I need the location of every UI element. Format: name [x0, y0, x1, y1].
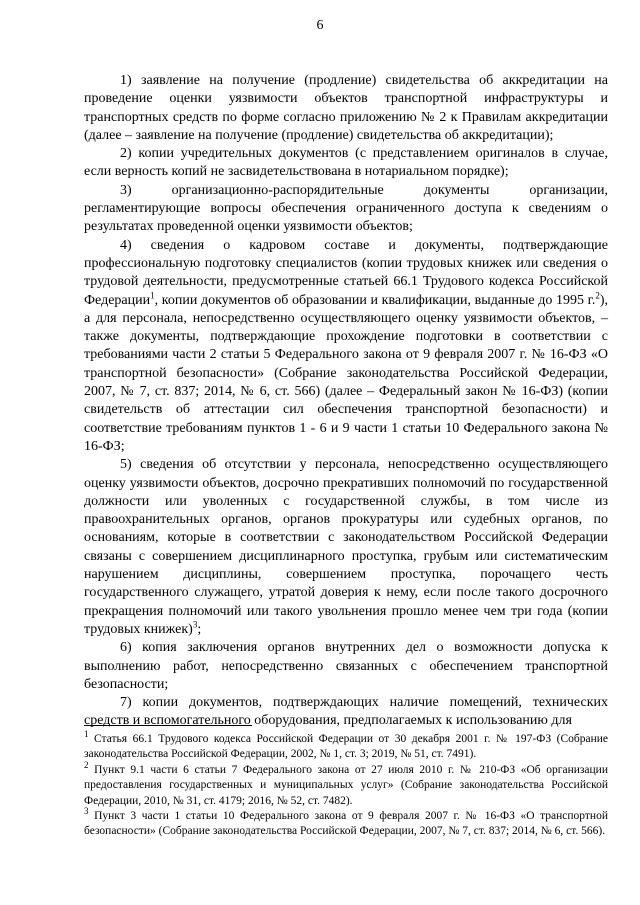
footnote-separator [84, 725, 252, 726]
paragraph-5 [84, 456, 608, 639]
footnote-3-text: Пункт 3 части 1 статьи 10 Федерального закона от 9 февраля 2007 г. № 16-ФЗ «О транспортной безопасности» (Собрание законодательства Российской Федерации, 2007, № 7, ст. 837; 2014, № 6, ст. 566). [84, 810, 608, 838]
footnote-ref-1: 1 [150, 289, 155, 300]
footnote-ref-3: 3 [192, 619, 198, 630]
document-body [84, 72, 608, 731]
paragraph-4-text-a: 4) сведения о кадровом составе и документы, подтверждающие профессиональную подготовку специалистов (копии трудовых книжек или сведения о трудовой деятельности, предусмотренные статьей 66.1 Трудового кодекса Российской Федерации [84, 237, 608, 308]
footnote-mark-3: 3 [84, 806, 89, 817]
footnote-2 [84, 759, 608, 809]
paragraph-1: 1) заявление на получение (продление) свидетельства об аккредитации на проведение оценки уязвимости объектов транспортной инфраструктуры и транспортных средств по форме согласно приложению № 2 к Правилам аккредитации (далее – заявление на получение (продление) свидетельства об аккредитации); [84, 73, 608, 143]
paragraph-5-end: ; [197, 621, 202, 637]
footnotes [84, 725, 608, 840]
paragraph-5-text: 5) сведения об отсутствии у персонала, непосредственно осуществляющего оценку уязвимости объектов, досрочно прекративших полномочий по государственной должности или уволенных с государственной службы, в том числе из правоохранительных органов, органов прокуратуры или судебных органов, по основаниям, которые в соответствии с законодательством Российской Федерации связаны с совершением дисциплинарного проступка, грубым или систематическим нарушением дисциплины, совершением проступка, порочащего честь государственного служащего, утратой доверия к нему, если после такого досрочного прекращения полномочий или такого увольнения прошло менее чем три года (копии трудовых книжек) [84, 457, 608, 637]
paragraph-4-text-b: , копии документов об образовании и квалификации, выданные до 1995 г. [154, 292, 596, 308]
footnote-mark-2: 2 [84, 759, 89, 770]
footnote-2-text: Пункт 9.1 части 6 статьи 7 Федерального закона от 27 июля 2010 г. № 210-ФЗ «Об организации предоставления государственных и муниципальных услуг» (Собрание законодательства Российской Федерации, 2010, № 31, ст. 4179; 2016, № 52, ст. 7482). [84, 763, 608, 807]
paragraph-2: 2) копии учредительных документов (с представлением оригиналов в случае, если верность копий не засвидетельствована в нотариальном порядке); [84, 146, 608, 180]
footnote-ref-2: 2 [595, 289, 600, 300]
paragraph-4-text-c: ), а для персонала, непосредственно осуществляющего оценку уязвимости объектов, – также документы, подтверждающие прохождение подготовки в соответствии с требованиями части 2 статьи 5 Федерального закона от 9 февраля 2007 г. № 16-ФЗ «О транспортной безопасности» (Собрание законодательства Российской Федерации, 2007, № 7, ст. 837; 2014, № 6, ст. 566) (далее – Федеральный закон № 16-ФЗ) (копии свидетельств об аттестации сил обеспечения транспортной безопасности) и соответствие требованиям пунктов 1 - 6 и 9 части 1 статьи 10 Федерального закона № 16-ФЗ; [84, 292, 608, 454]
footnote-mark-1: 1 [84, 729, 89, 740]
paragraph-6: 6) копия заключения органов внутренних дел о возможности допуска к выполнению работ, непосредственно связанных с обеспечением транспортной безопасности; [84, 640, 608, 692]
footnote-3 [84, 806, 608, 840]
footnote-1-text: Статья 66.1 Трудового кодекса Российской Федерации от 30 декабря 2001 г. № 197-ФЗ (Собрание законодательства Российской Федерации, 2002, № 1, ст. 3; 2019, № 51, ст. 7491). [84, 733, 608, 761]
paragraph-7: 7) копии документов, подтверждающих наличие помещений, технических средств и вспомогательного оборудования, предполагаемых к использованию для [84, 695, 608, 729]
footnote-1 [84, 729, 608, 763]
paragraph-3: 3) организационно-распорядительные документы организации, регламентирующие вопросы обеспечения ограниченного доступа к сведениям о результатах проведенной оценки уязвимости объектов; [84, 182, 608, 235]
page-number: 6 [316, 18, 324, 33]
paragraph-4 [84, 237, 608, 457]
